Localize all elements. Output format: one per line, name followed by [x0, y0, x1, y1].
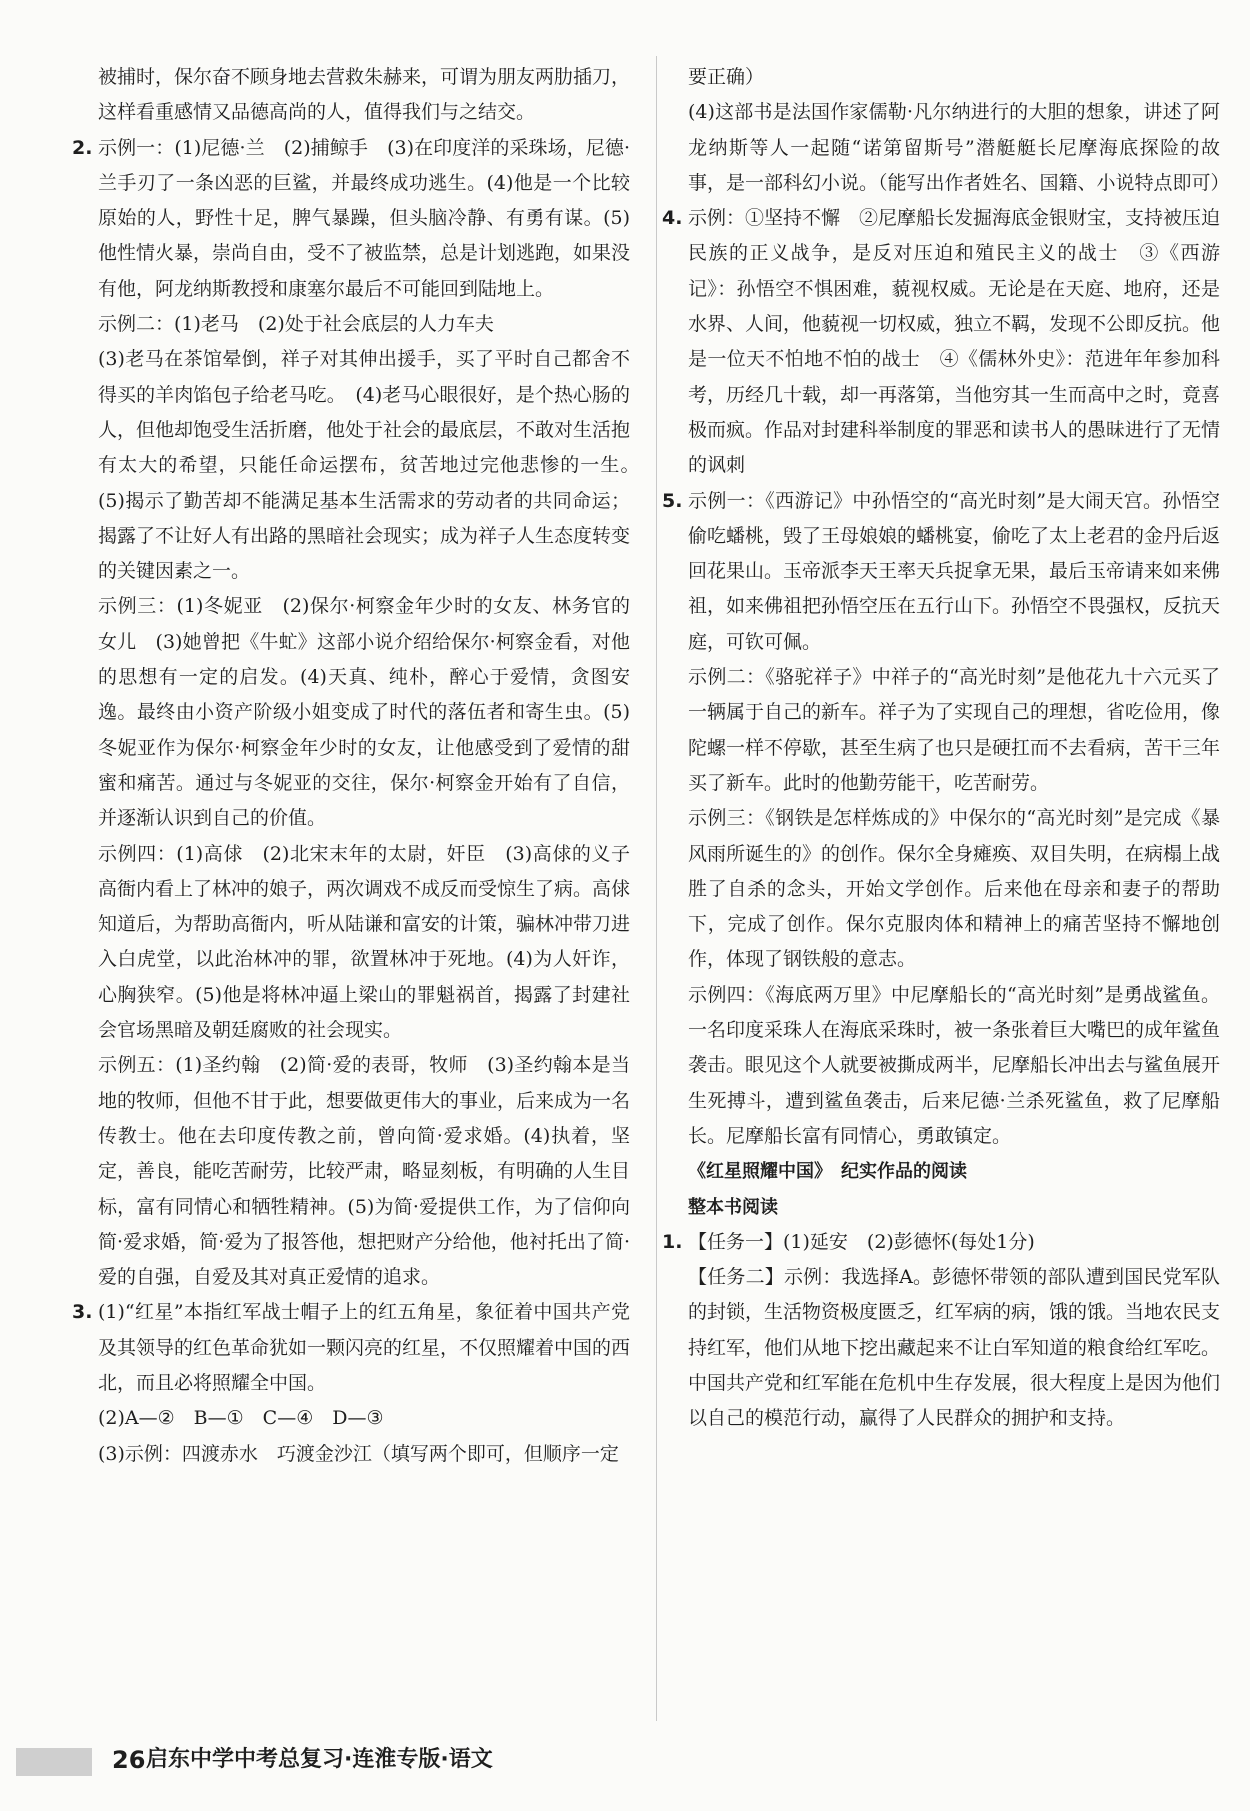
section-heading: 《红星照耀中国》 纪实作品的阅读: [688, 1161, 967, 1183]
left-column: [72, 60, 650, 1472]
item-text: 示例一：(1)尼德·兰 (2)捕鲸手 (3)在印度洋的采珠场，尼德·兰手刃了一条凶恶的巨鲨，并最终成功逃生。(4)他是一个比较原始的人，野性十足，脾气暴躁，但头脑冷静、有勇有谋。(5)他性情火暴，崇尚自由，受不了被监禁，总是计划逃跑，如果没有他，阿龙纳斯教授和康塞尔最后不可能回到陆地上。: [98, 136, 631, 300]
item-text: 示例一：《西游记》中孙悟空的“高光时刻”是大闹天宫。孙悟空偷吃蟠桃，毁了王母娘娘的蟠桃宴，偷吃了太上老君的金丹后返回花果山。玉帝派李天王率天兵捉拿无果，最后玉帝请来如来佛祖，如来佛祖把孙悟空压在五行山下。孙悟空不畏强权，反抗天庭，可钦可佩。: [688, 489, 1221, 653]
answer-paragraph: 示例三：(1)冬妮亚 (2)保尔·柯察金年少时的女友、林务官的女儿 (3)她曾把《牛虻》这部小说介绍给保尔·柯察金看，对他的思想有一定的启发。(4)天真、纯朴，醉心于爱情，贪图安逸。最终由小资产阶级小姐变成了时代的落伍者和寄生虫。(5)冬妮亚作为保尔·柯察金年少时的女友，让他感受到了爱情的甜蜜和痛苦。通过与冬妮亚的交往，保尔·柯察金开始有了自信，并逐渐认识到自己的价值。: [98, 595, 630, 830]
item-number: 4.: [662, 207, 683, 230]
answer-paragraph: (3)老马在茶馆晕倒，祥子对其伸出援手，买了平时自己都舍不得买的羊肉馅包子给老马吃。 (4)老马心眼很好，是个热心肠的人，但他却饱受生活折磨，他处于社会的最底层，不敢对生活抱有太大的希望，只能任命运摆布，贫苦地过完他悲惨的一生。 (5)揭示了勤苦却不能满足基本生活需求的劳动者的共同命运；揭露了不让好人有出路的黑暗社会现实；成为祥子人生态度转变的关键因素之一。: [98, 348, 650, 583]
answer-paragraph: 示例四：(1)高俅 (2)北宋末年的太尉，奸臣 (3)高俅的义子高衙内看上了林冲的娘子，两次调戏不成反而受惊生了病。高俅知道后，为帮助高衙内，听从陆谦和富安的计策，骗林冲带刀进入白虎堂，以此治林冲的罪，欲置林冲于死地。(4)为人奸诈，心胸狭窄。(5)他是将林冲逼上梁山的罪魁祸首，揭露了封建社会官场黑暗及朝廷腐败的社会现实。: [98, 842, 631, 1042]
answer-item: [72, 131, 631, 307]
answer-paragraph: (4)这部书是法国作家儒勒·凡尔纳进行的大胆的想象，讲述了阿龙纳斯等人一起随“诺第留斯号”潜艇艇长尼摩海底探险的故事，是一部科幻小说。（能写出作者姓名、国籍、小说特点即可）: [688, 101, 1230, 194]
right-column: [662, 60, 1230, 1437]
answer-paragraph: (3)示例：四渡赤水 巧渡金沙江（填写两个即可，但顺序一定: [98, 1442, 619, 1465]
item-text: 示例：①坚持不懈 ②尼摩船长发掘海底金银财宝，支持被压迫民族的正义战争，是反对压迫和殖民主义的战士 ③《西游记》：孙悟空不惧困难，藐视权威。无论是在天庭、地府，还是水界、人间，他藐视一切权威，独立不羁，发现不公即反抗。他是一位天不怕地不怕的战士 ④《儒林外史》：范进年年参加科考，历经几十载，却一再落第，当他穷其一生而高中之时，竟喜极而疯。作品对封建科举制度的罪恶和读书人的愚昧进行了无情的讽刺: [688, 207, 1221, 477]
answer-paragraph: 被捕时，保尔奋不顾身地去营救朱赫来，可谓为朋友两肋插刀，这样看重感情又品德高尚的人，值得我们与之结交。: [98, 66, 631, 124]
answer-paragraph: 示例二：《骆驼祥子》中祥子的“高光时刻”是他花九十六元买了一辆属于自己的新车。祥子为了实现自己的理想，省吃俭用，像陀螺一样不停歇，甚至生病了也只是硬扛而不去看病，苦干三年买了新车。此时的他勤劳能干，吃苦耐劳。: [688, 666, 1221, 794]
answer-paragraph: 示例三：《钢铁是怎样炼成的》中保尔的“高光时刻”是完成《暴风雨所诞生的》的创作。保尔全身瘫痪、双目失明，在病榻上战胜了自杀的念头，开始文学创作。后来他在母亲和妻子的帮助下，完成了创作。保尔克服肉体和精神上的痛苦坚持不懈地创作，体现了钢铁般的意志。: [688, 807, 1221, 971]
answer-paragraph: 要正确）: [688, 66, 765, 88]
page-number: 26: [112, 1746, 146, 1774]
answer-paragraph: 示例二：(1)老马 (2)处于社会底层的人力车夫: [98, 313, 494, 336]
item-text: 【任务一】(1)延安 (2)彭德怀(每处1分): [688, 1230, 1035, 1253]
page-footer: [0, 1738, 600, 1788]
answer-item: [72, 1295, 631, 1401]
item-number: 1.: [662, 1230, 683, 1253]
column-divider: [656, 56, 657, 1721]
answer-paragraph: 【任务二】示例：我选择A。彭德怀带领的部队遭到国民党军队的封锁，生活物资极度匮乏，红军病的病，饿的饿。当地农民支持红军，他们从地下挖出藏起来不让白军知道的粮食给红军吃。中国共产党和红军能在危机中生存发展，很大程度上是因为他们以自己的模范行动，赢得了人民群众的拥护和支持。: [688, 1266, 1221, 1430]
answer-item: [662, 1225, 1220, 1260]
answer-item: [662, 201, 1221, 483]
item-number: 5.: [662, 489, 683, 512]
answer-item: [662, 484, 1221, 660]
footer-decor-bar: [16, 1748, 92, 1776]
section-heading: 整本书阅读: [688, 1196, 778, 1218]
answer-paragraph: 示例五：(1)圣约翰 (2)简·爱的表哥，牧师 (3)圣约翰本是当地的牧师，但他不甘于此，想要做更伟大的事业，后来成为一名传教士。他在去印度传教之前，曾向简·爱求婚。(4)执着，坚定，善良，能吃苦耐劳，比较严肃，略显刻板，有明确的人生目标，富有同情心和牺牲精神。(5)为简·爱提供工作，为了信仰向简·爱求婚，简·爱为了报答他，想把财产分给他，他衬托出了简·爱的自强，自爱及其对真正爱情的追求。: [98, 1054, 631, 1289]
answer-paragraph: (2)A—② B—① C—④ D—③: [98, 1407, 384, 1430]
book-title: 启东中学中考总复习·连淮专版·语文: [146, 1747, 493, 1772]
item-number: 2.: [72, 136, 93, 159]
answer-paragraph: 示例四：《海底两万里》中尼摩船长的“高光时刻”是勇战鲨鱼。一名印度采珠人在海底采珠时，被一条张着巨大嘴巴的成年鲨鱼袭击。眼见这个人就要被撕成两半，尼摩船长冲出去与鲨鱼展开生死搏斗，遭到鲨鱼袭击，后来尼德·兰杀死鲨鱼，救了尼摩船长。尼摩船长富有同情心，勇敢镇定。: [688, 983, 1221, 1147]
item-number: 3.: [72, 1301, 93, 1324]
item-text: (1)“红星”本指红军战士帽子上的红五角星，象征着中国共产党及其领导的红色革命犹如一颗闪亮的红星，不仅照耀着中国的西北，而且必将照耀全中国。: [98, 1301, 631, 1394]
